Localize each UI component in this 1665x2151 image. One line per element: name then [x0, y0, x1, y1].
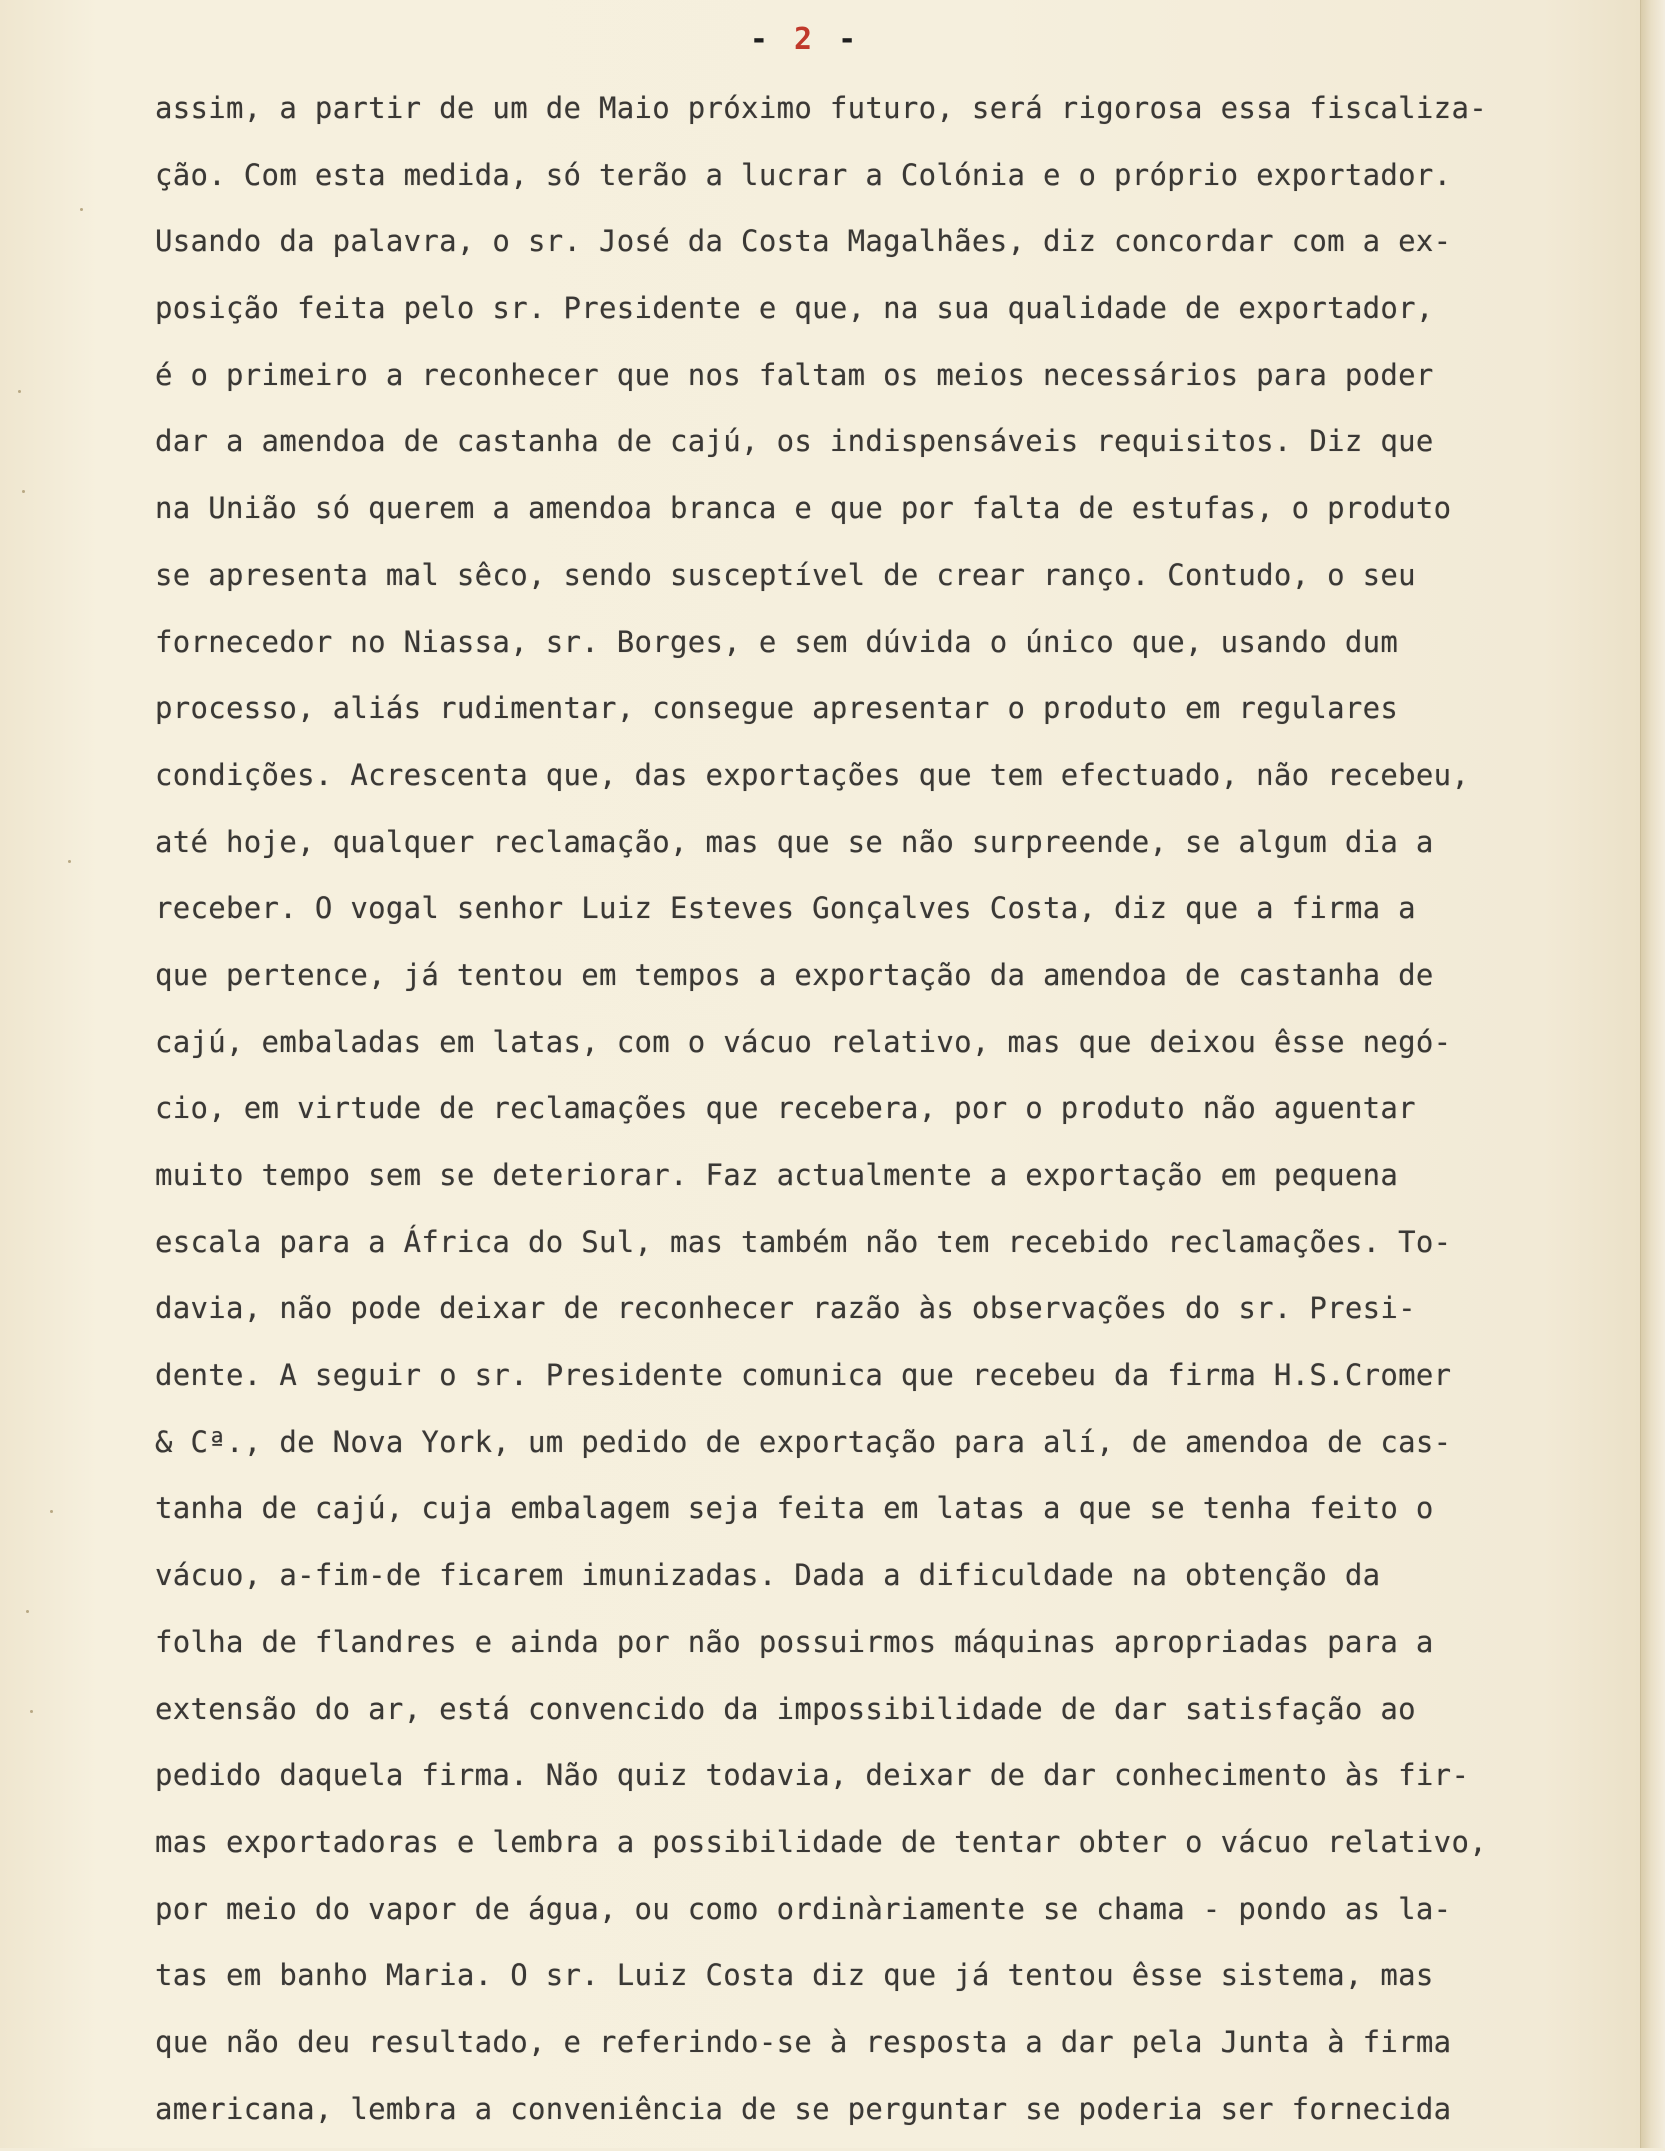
text-line: é o primeiro a reconhecer que nos faltam os meios necessários para poder — [155, 357, 1434, 392]
text-line: fornecedor no Niassa, sr. Borges, e sem dúvida o único que, usando dum — [155, 624, 1399, 659]
paper-speck — [30, 1710, 33, 1713]
text-line: davia, não pode deixar de reconhecer razão às observações do sr. Presi- — [155, 1291, 1416, 1326]
text-line: mas exportadoras e lembra a possibilidade de tentar obter o vácuo relativo, — [155, 1824, 1487, 1859]
text-line: processo, aliás rudimentar, consegue apresentar o produto em regulares — [155, 691, 1399, 726]
text-line: por meio do vapor de água, ou como ordinàriamente se chama - pondo as la- — [155, 1891, 1452, 1926]
text-line: posição feita pelo sr. Presidente e que, na sua qualidade de exportador, — [155, 291, 1434, 326]
paper-speck — [50, 1510, 53, 1513]
text-line: dente. A seguir o sr. Presidente comunica que recebeu da firma H.S.Cromer — [155, 1358, 1452, 1393]
text-line: pedido daquela firma. Não quiz todavia, deixar de dar conhecimento às fir- — [155, 1758, 1470, 1793]
text-line: condições. Acrescenta que, das exportações que tem efectuado, não recebeu, — [155, 757, 1470, 792]
text-line: americana, lembra a conveniência de se perguntar se poderia ser fornecida — [155, 2091, 1452, 2126]
text-line: folha de flandres e ainda por não possuirmos máquinas apropriadas para a — [155, 1624, 1434, 1659]
text-line: tanha de cajú, cuja embalagem seja feita em latas a que se tenha feito o — [155, 1491, 1434, 1526]
text-line: escala para a África do Sul, mas também não tem recebido reclamações. To- — [155, 1224, 1452, 1259]
text-line: extensão do ar, está convencido da impossibilidade de dar satisfação ao — [155, 1691, 1416, 1726]
text-line: ção. Com esta medida, só terão a lucrar a Colónia e o próprio exportador. — [155, 157, 1452, 192]
text-line: até hoje, qualquer reclamação, mas que se não surpreende, se algum dia a — [155, 824, 1434, 859]
page-number-value: 2 — [793, 22, 817, 57]
page-number — [0, 22, 1610, 57]
text-line: na União só querem a amendoa branca e que por falta de estufas, o produto — [155, 491, 1452, 526]
typewritten-body — [155, 84, 1625, 2151]
paper-speck — [26, 1610, 29, 1613]
text-line: que pertence, já tentou em tempos a exportação da amendoa de castanha de — [155, 957, 1434, 992]
text-line: vácuo, a-fim-de ficarem imunizadas. Dada a dificuldade na obtenção da — [155, 1558, 1381, 1593]
text-line: & Cª., de Nova York, um pedido de exportação para alí, de amendoa de cas- — [155, 1424, 1452, 1459]
text-line: se apresenta mal sêco, sendo susceptível de crear ranço. Contudo, o seu — [155, 557, 1416, 592]
paper-speck — [22, 490, 25, 493]
text-line: muito tempo sem se deteriorar. Faz actualmente a exportação em pequena — [155, 1158, 1399, 1192]
text-line: dar a amendoa de castanha de cajú, os indispensáveis requisitos. Diz que — [155, 424, 1434, 459]
page-edge — [1640, 0, 1665, 2148]
text-line: assim, a partir de um de Maio próximo futuro, será rigorosa essa fiscaliza- — [155, 91, 1487, 125]
text-line: receber. O vogal senhor Luiz Esteves Gonçalves Costa, diz que a firma a — [155, 891, 1416, 926]
text-line: cio, em virtude de reclamações que recebera, por o produto não aguentar — [155, 1091, 1416, 1126]
paper-speck — [68, 860, 71, 863]
paper-speck — [80, 208, 83, 211]
paper-speck — [18, 390, 21, 393]
text-line: que não deu resultado, e referindo-se à resposta a dar pela Junta à firma — [155, 2024, 1452, 2059]
page-number-prefix: - — [749, 22, 794, 57]
text-line: tas em banho Maria. O sr. Luiz Costa diz que já tentou êsse sistema, mas — [155, 1958, 1434, 1993]
page-number-suffix: - — [816, 22, 861, 57]
text-line: Usando da palavra, o sr. José da Costa Magalhães, diz concordar com a ex- — [155, 224, 1452, 259]
text-line: cajú, embaladas em latas, com o vácuo relativo, mas que deixou êsse negó- — [155, 1024, 1452, 1059]
